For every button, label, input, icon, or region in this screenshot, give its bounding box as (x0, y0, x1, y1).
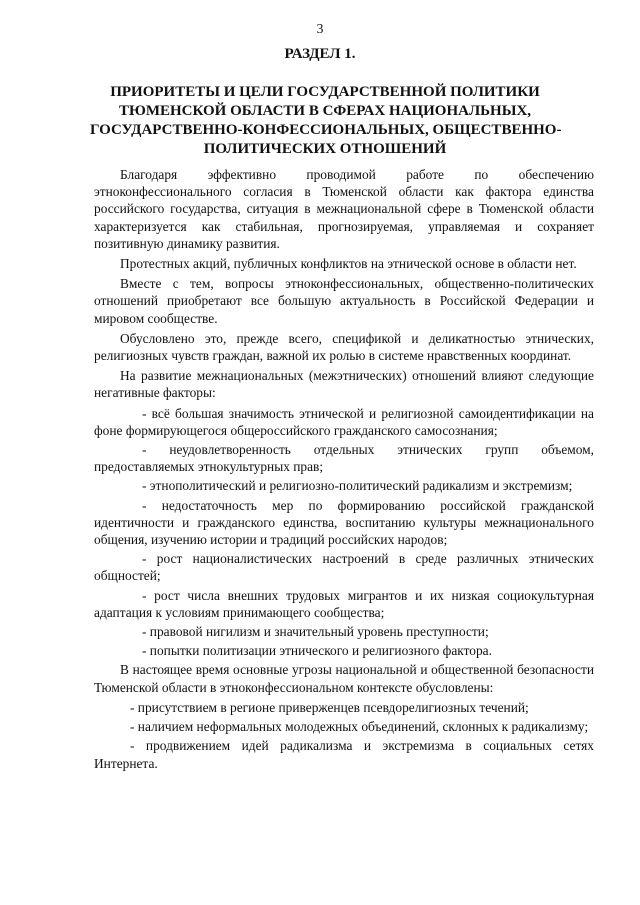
factor-item: - этнополитический и религиозно-политический радикализм и экстремизм; (142, 478, 573, 494)
document-body (94, 166, 594, 774)
factor-item: - правовой нигилизм и значительный уровень преступности; (142, 624, 489, 640)
heading-line: ПОЛИТИЧЕСКИХ ОТНОШЕНИЙ (203, 141, 447, 157)
paragraph: На развитие межнациональных (межэтнических) отношений влияют следующие негативные факторы: (94, 368, 594, 401)
section-heading (90, 83, 560, 159)
threat-item: - наличием неформальных молодежных объединений, склонных к радикализму; (130, 719, 589, 735)
paragraph: Вместе с тем, вопросы этноконфессиональных, общественно-политических отношений приобретают все большую актуальность в Российской Федерации и мировом сообществе. (94, 276, 594, 326)
paragraph: Обусловлено это, прежде всего, спецификой и деликатностью этнических, религиозных чувств граждан, важной их ролью в системе нравственных координат. (94, 330, 594, 364)
factor-item: - рост националистических настроений в среде различных этнических общностей; (94, 551, 594, 584)
heading-line: ГОСУДАРСТВЕННО-КОНФЕССИОНАЛЬНЫХ, ОБЩЕСТВЕННО- (90, 122, 562, 138)
heading-line: ТЮМЕНСКОЙ ОБЛАСТИ В СФЕРАХ НАЦИОНАЛЬНЫХ, (118, 103, 532, 119)
threat-item: - продвижением идей радикализма и экстремизма в социальных сетях Интернета. (94, 738, 594, 771)
factor-item: - недостаточность мер по формированию российской гражданской идентичности и гражданского единства, воспитанию культуры межнационального общения, изучению истории и традиций российских народов; (94, 497, 594, 548)
factor-item: - рост числа внешних трудовых мигрантов и их низкая социокультурная адаптация к условиям принимающего сообщества; (94, 587, 594, 620)
factor-item: - попытки политизации этнического и религиозного фактора. (142, 643, 492, 659)
page-number: 3 (316, 22, 324, 37)
threat-item: - присутствием в регионе приверженцев псевдорелигиозных течений; (130, 699, 529, 715)
paragraph: Протестных акций, публичных конфликтов на этнической основе в области нет. (120, 256, 577, 272)
factor-item: - неудовлетворенность отдельных этнических групп объемом, предоставляемых этнокультурных прав; (94, 442, 594, 475)
section-label: РАЗДЕЛ 1. (284, 46, 356, 62)
threats-intro: В настоящее время основные угрозы национальной и общественной безопасности Тюменской области в этноконфессиональном контексте обусловлены: (94, 662, 594, 695)
heading-line: ПРИОРИТЕТЫ И ЦЕЛИ ГОСУДАРСТВЕННОЙ ПОЛИТИКИ (110, 84, 540, 100)
paragraph: Благодаря эффективно проводимой работе по обеспечению этноконфессионального согласия в Тюменской области как фактора единства российского государства, ситуация в межнациональной сфере в Тюменской области характеризуется как стабильная, прогнозируемая, управляемая и сохраняет позитивную динамику развития. (94, 167, 594, 251)
factor-item: - всё большая значимость этнической и религиозной самоидентификации на фоне формирующегося общероссийского гражданского самосознания; (94, 405, 594, 438)
